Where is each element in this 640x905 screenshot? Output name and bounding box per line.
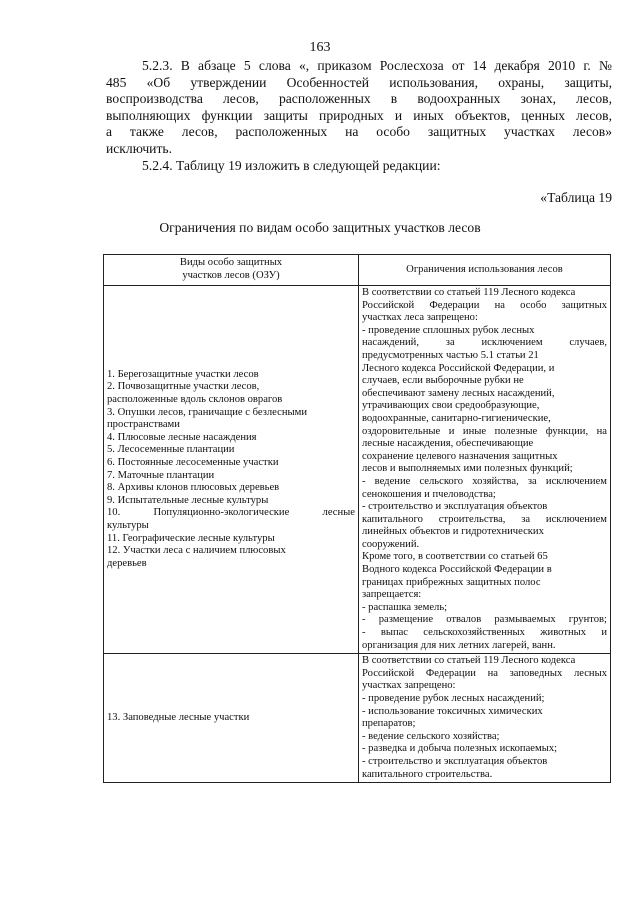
cell-line: Российской Федерации на особо защитных bbox=[362, 299, 607, 311]
cell-line: оздоровительные и иные полезные функции, на bbox=[362, 425, 607, 437]
cell-line: 1. Берегозащитные участки лесов bbox=[107, 368, 259, 380]
cell-line: расположенные вдоль склонов оврагов bbox=[107, 394, 283, 406]
header-line: участков лесов (ОЗУ) bbox=[182, 270, 280, 281]
cell-line: участках леса запрещено: bbox=[362, 312, 478, 324]
paragraph-line: 5.2.3. В абзаце 5 слова «, приказом Рослесхоза от 14 декабря 2010 г. № bbox=[142, 58, 612, 73]
cell-line: капитального строительства, за исключением bbox=[362, 513, 607, 525]
table-title: Ограничения по видам особо защитных участков лесов bbox=[159, 220, 481, 235]
cell-line: сооружений. bbox=[362, 538, 420, 550]
cell-line: насаждений, за исключением случаев, bbox=[362, 337, 607, 349]
paragraph-line: а также лесов, расположенных на особо защитных участках лесов» bbox=[106, 124, 612, 140]
cell-line: - строительство и эксплуатация объектов bbox=[362, 755, 548, 767]
cell-line: 3. Опушки лесов, граничащие с безлесными bbox=[107, 406, 308, 418]
cell-line: - использование токсичных химических bbox=[362, 705, 543, 717]
cell-line: 4. Плюсовые лесные насаждения bbox=[107, 431, 257, 443]
page-number: 163 bbox=[309, 40, 331, 55]
cell-line: лесов и выполняемых ими полезных функций; bbox=[362, 463, 573, 475]
cell-line: капитального строительства. bbox=[362, 768, 493, 780]
cell-line: культуры bbox=[107, 519, 149, 531]
paragraph-5-2-3 bbox=[106, 58, 612, 158]
cell-line: водоохранные, санитарно-гигиенические, bbox=[362, 412, 551, 424]
cell-line: 7. Маточные плантации bbox=[107, 469, 215, 481]
cell-line: участках запрещено: bbox=[362, 680, 456, 692]
cell-line: - ведение сельского хозяйства; bbox=[362, 730, 500, 742]
row-2-restrictions bbox=[359, 654, 611, 783]
table-row bbox=[104, 286, 611, 654]
table-row bbox=[104, 654, 611, 783]
paragraph-line: выполняющих функции защиты природных и иных объектов, ценных лесов, bbox=[106, 107, 612, 123]
cell-line: Российской Федерации на заповедных лесных bbox=[362, 667, 607, 679]
cell-line: - проведение рубок лесных насаждений; bbox=[362, 693, 545, 704]
paragraph-line: воспроизводства лесов, расположенных в водоохранных зонах, лесов, bbox=[106, 91, 612, 107]
cell-line: случаев, если выборочные рубки не bbox=[362, 375, 524, 387]
cell-line: деревьев bbox=[107, 557, 147, 569]
cell-line: - выпас сельскохозяйственных животных и bbox=[362, 627, 607, 639]
cell-line: пространствами bbox=[107, 419, 180, 431]
row-1-restrictions bbox=[359, 286, 611, 654]
cell-line: - распашка земель; bbox=[362, 601, 448, 613]
cell-line: линейных объектов и гидротехнических bbox=[362, 526, 544, 538]
cell-line: - разведка и добыча полезных ископаемых; bbox=[362, 743, 558, 755]
cell-line: - строительство и эксплуатация объектов bbox=[362, 501, 548, 513]
cell-line: запрещается: bbox=[362, 589, 422, 601]
cell-line: 2. Почвозащитные участки лесов, bbox=[107, 381, 260, 393]
cell-line: В соответствии со статьей 119 Лесного кодекса bbox=[362, 287, 576, 298]
cell-line: 9. Испытательные лесные культуры bbox=[107, 494, 269, 506]
cell-line: 10. Популяционно-экологические лесные bbox=[107, 507, 355, 519]
header-restrictions: Ограничения использования лесов bbox=[359, 255, 611, 286]
cell-line: препаратов; bbox=[362, 718, 416, 730]
cell-line: 13. Заповедные лесные участки bbox=[107, 711, 250, 723]
row-1-types bbox=[104, 286, 359, 654]
cell-line: обеспечивают замену лесных насаждений, bbox=[362, 387, 555, 399]
cell-line: 5. Лесосеменные плантации bbox=[107, 444, 235, 456]
paragraph-5-2-4: 5.2.4. Таблицу 19 изложить в следующей редакции: bbox=[142, 158, 441, 173]
cell-line: 6. Постоянные лесосеменные участки bbox=[107, 457, 279, 469]
cell-line: - размещение отвалов размываемых грунтов; bbox=[362, 614, 607, 626]
row-2-types bbox=[104, 654, 359, 783]
cell-line: сохранение целевого назначения защитных bbox=[362, 450, 558, 462]
header-ozu-types bbox=[104, 255, 359, 286]
cell-line: предусмотренных частью 5.1 статьи 21 bbox=[362, 349, 539, 361]
cell-line: лесные насаждения, обеспечивающие bbox=[362, 438, 534, 450]
cell-line: - проведение сплошных рубок лесных bbox=[362, 324, 535, 336]
cell-line: Водного кодекса Российской Федерации в bbox=[362, 564, 552, 576]
cell-line: 11. Географические лесные культуры bbox=[107, 532, 275, 544]
paragraph-line: исключить. bbox=[106, 140, 172, 156]
cell-line: 12. Участки леса с наличием плюсовых bbox=[107, 545, 286, 557]
cell-line: границах прибрежных защитных полос bbox=[362, 576, 541, 588]
paragraph-line: 485 «Об утверждении Особенностей использования, охраны, защиты, bbox=[106, 74, 612, 90]
table-reference: «Таблица 19 bbox=[540, 190, 612, 205]
cell-line: утрачивающих свои средообразующие, bbox=[362, 400, 540, 412]
cell-line: В соответствии со статьей 119 Лесного кодекса bbox=[362, 655, 576, 667]
header-line: Виды особо защитных bbox=[179, 257, 283, 269]
restrictions-table bbox=[103, 254, 611, 783]
cell-line: 8. Архивы клонов плюсовых деревьев bbox=[107, 482, 280, 494]
table-header-row bbox=[104, 255, 611, 286]
cell-line: сенокошения и пчеловодства; bbox=[362, 488, 496, 500]
cell-line: организация для них летних лагерей, ванн. bbox=[362, 639, 556, 651]
cell-line: - ведение сельского хозяйства, за исключением bbox=[362, 475, 607, 487]
cell-line: Кроме того, в соответствии со статьей 65 bbox=[362, 551, 548, 563]
cell-line: Лесного кодекса Российской Федерации, и bbox=[362, 362, 555, 374]
